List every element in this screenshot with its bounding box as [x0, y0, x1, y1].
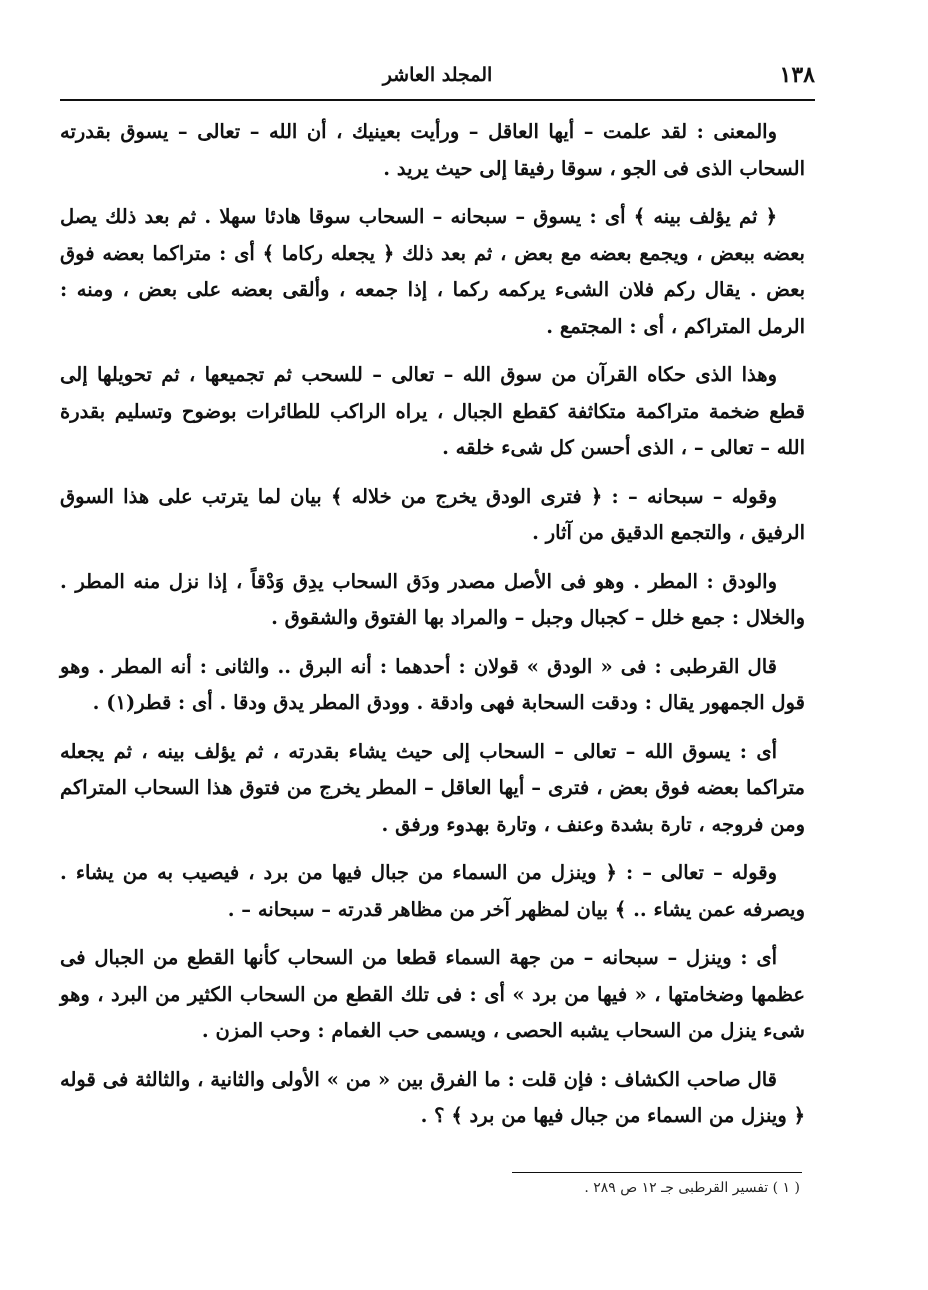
page-header	[60, 58, 815, 98]
paragraph: أى : وينزل – سبحانه – من جهة السماء قطعا من السحاب كأنها القطع من الجبال فى عظمها وضخامتها ، « فيها من برد » أى : فى تلك القطع من السحاب الكثير من البرد ، وهو شىء ينزل من السحاب يشبه الحصى ، ويسمى حب الغمام : وحب المزن .	[60, 946, 805, 1042]
paragraph: أى : يسوق الله – تعالى – السحاب إلى حيث يشاء بقدرته ، ثم يؤلف بينه ، ثم يجعله متراكما بعضه فوق بعض ، فترى – أيها العاقل – المطر يخرج من فتوق هذا السحاب المتراكم ومن فروجه ، تارة بشدة وعنف ، وتارة بهدوء ورفق .	[60, 739, 805, 836]
paragraph: والودق : المطر . وهو فى الأصل مصدر ودَق السحاب يدِق وَدْقاً ، إذا نزل منه المطر . والخلال : جمع خلل – كجبال وجبل – والمراد بها الفتوق والشقوق .	[60, 569, 805, 629]
paragraph: قال صاحب الكشاف : فإن قلت : ما الفرق بين « من » الأولى والثانية ، والثالثة فى قوله ﴿ وينزل من السماء من جبال فيها من برد ﴾ ؟ .	[60, 1067, 805, 1127]
running-title: المجلد العاشر	[382, 64, 493, 86]
page-number: ١٣٨	[779, 62, 815, 88]
header-divider	[60, 99, 815, 101]
body-text	[60, 114, 805, 1147]
paragraph: ﴿ ثم يؤلف بينه ﴾ أى : يسوق – سبحانه – السحاب سوقا هادئا سهلا . ثم بعد ذلك يصل بعضه ببعض ، ويجمع بعضه مع بعض ، ثم بعد ذلك ﴿ يجعله ركاما ﴾ أى : متراكما بعضه فوق بعض . يقال ركم فلان الشىء يركمه ركما ، إذا جمعه ، وألقى بعضه على بعض ، ومنه : الرمل المتراكم ، أى : المجتمع .	[60, 205, 805, 338]
paragraph: وقوله – سبحانه – : ﴿ فترى الودق يخرج من خلاله ﴾ بيان لما يترتب على هذا السوق الرفيق ، والتجمع الدقيق من آثار .	[60, 484, 805, 544]
paragraph: والمعنى : لقد علمت – أيها العاقل – ورأيت بعينيك ، أن الله – تعالى – يسوق بقدرته السحاب الذى فى الجو ، سوقا رفيقا إلى حيث يريد .	[60, 120, 805, 180]
footnote-divider	[512, 1172, 802, 1173]
paragraph: وهذا الذى حكاه القرآن من سوق الله – تعالى – للسحب ثم تجميعها ، ثم تحويلها إلى قطع ضخمة متراكمة متكاثفة كقطع الجبال ، يراه الراكب للطائرات بوضوح وتسليم بقدرة الله – تعالى – ، الذى أحسن كل شىء خلقه .	[60, 363, 805, 459]
footnote: ( ١ ) تفسير القرطبى جـ ١٢ ص ٢٨٩ .	[584, 1180, 800, 1196]
paragraph: قال القرطبى : فى « الودق » قولان : أحدهما : أنه البرق .. والثانى : أنه المطر . وهو قول الجمهور يقال : ودقت السحابة فهى وادقة . وودق المطر يدق ودقا . أى : قطر(١) .	[60, 654, 805, 714]
paragraph: وقوله – تعالى – : ﴿ وينزل من السماء من جبال فيها من برد ، فيصيب به من يشاء . ويصرفه عمن يشاء .. ﴾ بيان لمظهر آخر من مظاهر قدرته – سبحانه – .	[60, 861, 805, 921]
